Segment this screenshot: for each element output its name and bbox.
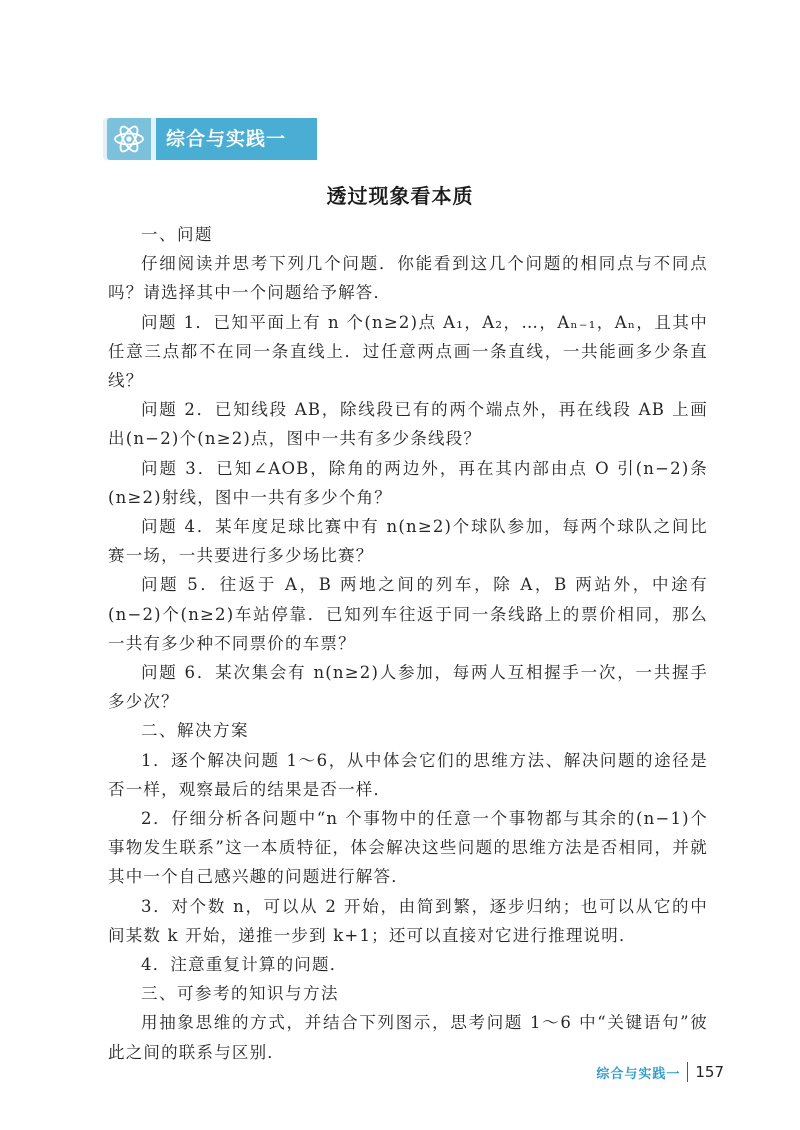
problem-2: 问题 2．已知线段 AB，除线段已有的两个端点外，再在线段 AB 上画出(n−2)个(n≥2)点，图中一共有多少条线段？	[108, 400, 708, 449]
body-text	[108, 220, 708, 1067]
paragraph-methods: 用抽象思维的方式，并结合下列图示，思考问题 1～6 中“关键语句”彼此之间的联系与区别．	[108, 1013, 708, 1062]
footer-divider	[687, 1062, 688, 1082]
solution-step-1: 1．逐个解决问题 1～6，从中体会它们的思维方法、解决问题的途径是否一样，观察最后的结果是否一样．	[108, 750, 708, 799]
page-title: 透过现象看本质	[326, 184, 474, 208]
page-footer	[596, 1060, 724, 1084]
footer-section-label: 综合与实践一	[596, 1066, 681, 1082]
section-heading-methods: 三、可参考的知识与方法	[141, 984, 339, 1004]
problem-1: 问题 1．已知平面上有 n 个(n≥2)点 A₁，A₂，…，Aₙ₋₁，Aₙ，且其中任意三点都不在同一条直线上．过任意两点画一条直线，一共能画多少条直线？	[108, 312, 708, 391]
problem-3: 问题 3．已知∠AOB，除角的两边外，再在其内部由点 O 引(n−2)条(n≥2)射线，图中一共有多少个角？	[108, 458, 708, 507]
paragraph-intro: 仔细阅读并思考下列几个问题．你能看到这几个问题的相同点与不同点吗？请选择其中一个问题给予解答．	[108, 254, 708, 303]
section-banner-title: 综合与实践一	[156, 118, 317, 160]
banner-icon-box	[107, 118, 151, 160]
page-number: 157	[695, 1063, 724, 1081]
section-heading-problems: 一、问题	[141, 225, 213, 244]
solution-step-3: 3．对个数 n，可以从 2 开始，由简到繁，逐步归纳；也可以从它的中间某数 k 开始，递推一步到 k+1；还可以直接对它进行推理说明．	[108, 896, 708, 945]
problem-4: 问题 4．某年度足球比赛中有 n(n≥2)个球队参加，每两个球队之间比赛一场，一共要进行多少场比赛？	[108, 517, 708, 566]
solution-step-2: 2．仔细分析各问题中“n 个事物中的任意一个事物都与其余的(n−1)个事物发生联系”这一本质特征，体会解决这些问题的思维方法是否相同，并就其中一个自己感兴趣的问题进行解答．	[108, 809, 708, 887]
problem-6: 问题 6．某次集会有 n(n≥2)人参加，每两人互相握手一次，一共握手多少次？	[108, 663, 708, 712]
atom-icon	[112, 122, 146, 156]
section-heading-solutions: 二、解决方案	[141, 721, 249, 741]
solution-step-4: 4．注意重复计算的问题．	[141, 955, 348, 975]
problem-5: 问题 5．往返于 A，B 两地之间的列车，除 A，B 两站外，中途有(n−2)个(n≥2)车站停靠．已知列车往返于同一条线路上的票价相同，那么一共有多少种不同票价的车票？	[108, 575, 708, 653]
